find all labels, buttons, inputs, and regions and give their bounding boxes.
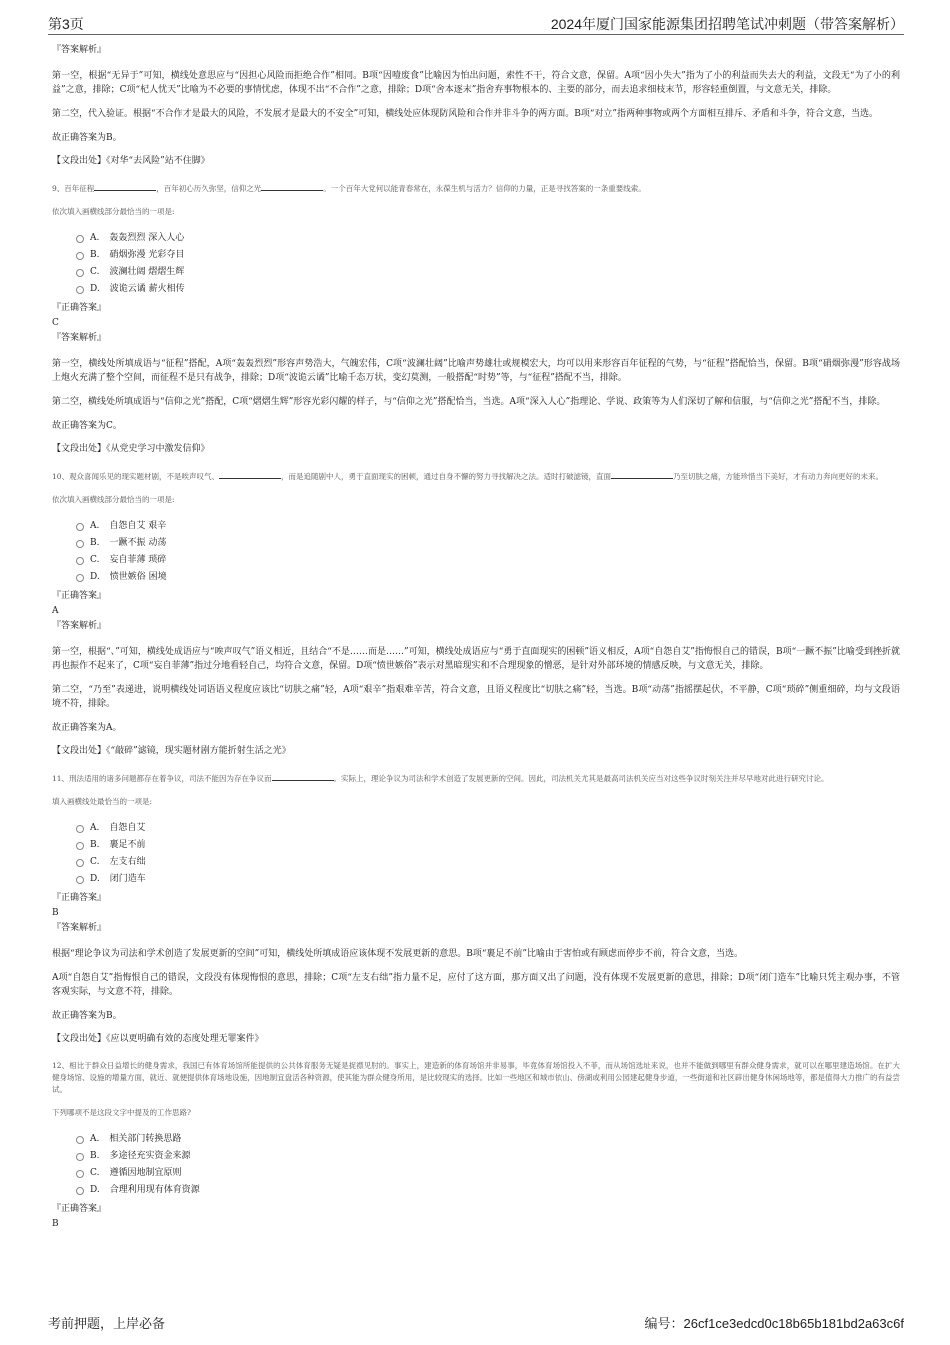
analysis-paragraph: 第二空，横线处所填成语与“信仰之光”搭配，C项“熠熠生辉”形容光彩闪耀的样子，与“信仰之光”搭配恰当，当选。A项“深入人心”指理论、学说、政策等为人们深切了解和信服，与“信仰之光”搭配不当，排除。 — [52, 397, 886, 407]
option-b[interactable]: B. 多途径充实资金来源 — [76, 1148, 900, 1165]
correct-answer-label: 『正确答案』 — [52, 893, 107, 903]
radio-icon[interactable] — [76, 1136, 84, 1144]
option-c[interactable]: C. 左支右绌 — [76, 854, 900, 871]
analysis-paragraph: 第一空，根据“无异于”可知，横线处意思应与“因担心风险而拒绝合作”相同。B项“因噎废食”比喻因为怕出问题，索性不干，符合文意，保留。A项“因小失大”指为了小的利益而失去大的利益，文段无“为了小的利益”之意，排除；C项“杞人忧天”比喻为不必要的事情忧虑，体现不出“不合作”之意，排除；D项“舍本逐末”指舍弃事物根本的、主要的部分，而去追求细枝末节，形容轻重倒置，与文意无关，排除。 — [52, 71, 900, 95]
correct-answer: B — [52, 1219, 59, 1229]
question-12-options — [76, 1131, 900, 1199]
analysis-conclusion: 故正确答案为A。 — [52, 723, 122, 733]
question-12-prompt: 下列哪项不是这段文字中提及的工作思路? — [52, 1108, 192, 1117]
option-a[interactable]: A. 自怨自艾 — [76, 820, 900, 837]
analysis-label: 『答案解析』 — [52, 621, 107, 631]
document-id: 编号：26cf1ce3edcd0c18b65b181bd2a63c6f — [644, 1316, 904, 1331]
radio-icon[interactable] — [76, 859, 84, 867]
answer-blank — [261, 182, 323, 191]
radio-icon[interactable] — [76, 842, 84, 850]
source-note: 【文段出处】《应以更明确有效的态度处理无罪案件》 — [52, 1034, 264, 1044]
question-11-stem: 11、刑法适用的诸多问题都存在着争议，司法不能因为存在争议而 。实际上，理论争议为司法和学术创造了发展更新的空间。因此，司法机关尤其是最高司法机关应当对这些争议时刻关注并尽早地对此进行研究讨论。 — [52, 774, 829, 783]
radio-icon[interactable] — [76, 825, 84, 833]
radio-icon[interactable] — [76, 540, 84, 548]
correct-answer-label: 『正确答案』 — [52, 1204, 107, 1214]
analysis-paragraph: 第二空，“乃至”表递进，说明横线处词语语义程度应该比“切肤之痛”轻，A项“艰辛”指艰难辛苦，符合文意，且语义程度比“切肤之痛”轻，当选。B项“动荡”指摇摆起伏，不平静，C项“琐碎”侧重细碎，均与文段语境不符，排除。 — [52, 685, 900, 709]
option-d[interactable]: D. 愤世嫉俗 困境 — [76, 569, 900, 586]
radio-icon[interactable] — [76, 523, 84, 531]
option-a[interactable]: A. 相关部门转换思路 — [76, 1131, 900, 1148]
analysis-paragraph: 第二空，代入验证。根据“不合作才是最大的风险，不发展才是最大的不安全”可知，横线处应体现防风险和合作并非斗争的两方面。B项“对立”指两种事物或两个方面相互排斥、矛盾和斗争，符合文意，当选。 — [52, 109, 879, 119]
question-9-options — [76, 230, 900, 298]
source-note: 【文段出处】《“敲碎”滤镜，现实题材剧方能折射生活之光》 — [52, 746, 291, 756]
question-10-stem: 10、观众喜闻乐见的现实题材剧，不是唉声叹气、 ，而是追随剧中人，勇于直面现实的困顿，通过自身不懈的努力寻找解决之法。适时打破滤镜，直面 乃至切肤之痛，方能珍惜当下美好，才有动力奔向更好的未来。 — [52, 472, 884, 481]
question-9-stem: 9、百年征程 ，百年初心历久弥坚，信仰之光 。一个百年大党何以能青春常在，永葆生机与活力？信仰的力量，正是寻找答案的一条重要线索。 — [52, 184, 646, 193]
analysis-paragraph: 第一空，横线处所填成语与“征程”搭配，A项“轰轰烈烈”形容声势浩大，气魄宏伟，C项“波澜壮阔”比喻声势雄壮或规模宏大，均可以用来形容百年征程的气势，与“征程”搭配恰当，保留。B项“硝烟弥漫”形容战场上炮火充满了整个空间，而征程不是只有战争，排除；D项“波诡云谲”比喻千态万状，变幻莫测，一般搭配“时势”等，与“征程”搭配不当，排除。 — [52, 359, 900, 383]
analysis-label: 『答案解析』 — [52, 923, 107, 933]
option-a[interactable]: A. 轰轰烈烈 深入人心 — [76, 230, 900, 247]
source-note: 【文段出处】《从党史学习中激发信仰》 — [52, 444, 210, 454]
analysis-conclusion: 故正确答案为C。 — [52, 421, 122, 431]
analysis-conclusion: 故正确答案为B。 — [52, 133, 122, 143]
radio-icon[interactable] — [76, 286, 84, 294]
analysis-label: 『答案解析』 — [52, 45, 107, 55]
page-number: 第3页 — [48, 16, 84, 32]
option-d[interactable]: D. 波诡云谲 薪火相传 — [76, 281, 900, 298]
document-title: 2024年厦门国家能源集团招聘笔试冲刺题（带答案解析） — [550, 16, 904, 32]
analysis-paragraph: A项“自怨自艾”指悔恨自己的错误，文段没有体现悔恨的意思，排除；C项“左支右绌”指力量不足，应付了这方面，那方面又出了问题，没有体现不发展更新的意思，排除；D项“闭门造车”比喻只凭主观办事，不管客观实际，与文意不符，排除。 — [52, 973, 900, 997]
analysis-paragraph: 第一空，根据“、”可知，横线处成语应与“唉声叹气”语义相近，且结合“不是……而是……”可知，横线处成语应与“勇于直面现实的困顿”语义相反，A项“自怨自艾”指悔恨自己的错误，B项“一蹶不振”比喻受到挫折就再也振作不起来了，C项“妄自菲薄”指过分地看轻自己，均符合文意，保留。D项“愤世嫉俗”表示对黑暗现实和不合理现象的憎恶，是针对外部环境的情感反映，与文意无关，排除。 — [52, 647, 900, 671]
radio-icon[interactable] — [76, 876, 84, 884]
page-content — [52, 44, 900, 1233]
radio-icon[interactable] — [76, 1170, 84, 1178]
radio-icon[interactable] — [76, 252, 84, 260]
correct-answer-label: 『正确答案』 — [52, 303, 107, 313]
question-10-options — [76, 518, 900, 586]
question-9-prompt: 依次填入画横线部分最恰当的一项是: — [52, 207, 175, 216]
analysis-conclusion: 故正确答案为B。 — [52, 1011, 122, 1021]
option-c[interactable]: C. 妄自菲薄 琐碎 — [76, 552, 900, 569]
option-b[interactable]: B. 裹足不前 — [76, 837, 900, 854]
answer-blank — [272, 772, 334, 781]
analysis-paragraph: 根据“理论争议为司法和学术创造了发展更新的空间”可知，横线处所填成语应该体现不发展更新的意思。B项“裹足不前”比喻由于害怕或有顾虑而停步不前，符合文意，当选。 — [52, 949, 744, 959]
radio-icon[interactable] — [76, 1153, 84, 1161]
correct-answer: A — [52, 606, 59, 616]
question-12-stem: 12、相比于群众日益增长的健身需求，我国已有体育场馆所能提供的公共体育服务无疑是捉襟见肘的。事实上，建造新的体育场馆并非易事，毕竟体育场馆投入不菲，而从场馆选址来说，也并不能做到哪里有群众健身需求，就可以在哪里建造场馆。在扩大健身场馆、设施的增量方面，就近、就便提供体育场地设施，因地制宜盘活各种资源，使其能为群众健身所用，是比较现实的选择。比如一些地区和城市依山、傍湖或利用公园建起健身步道，一些街道和社区辟出健身休闲场地等，都是值得大力推广的有益尝试。 — [52, 1061, 900, 1094]
option-d[interactable]: D. 合理利用现有体育资源 — [76, 1182, 900, 1199]
footer-slogan: 考前押题，上岸必备 — [48, 1316, 166, 1331]
radio-icon[interactable] — [76, 557, 84, 565]
option-d[interactable]: D. 闭门造车 — [76, 871, 900, 888]
answer-blank — [219, 470, 281, 479]
option-c[interactable]: C. 遵循因地制宜原则 — [76, 1165, 900, 1182]
option-b[interactable]: B. 一蹶不振 动荡 — [76, 535, 900, 552]
analysis-label: 『答案解析』 — [52, 333, 107, 343]
correct-answer: C — [52, 318, 59, 328]
question-11-prompt: 填入画横线处最恰当的一项是: — [52, 797, 153, 806]
source-note: 【文段出处】《对华“去风险”站不住脚》 — [52, 156, 210, 166]
option-b[interactable]: B. 硝烟弥漫 光彩夺目 — [76, 247, 900, 264]
page-header — [48, 14, 904, 35]
answer-blank — [94, 182, 156, 191]
radio-icon[interactable] — [76, 235, 84, 243]
option-a[interactable]: A. 自怨自艾 艰辛 — [76, 518, 900, 535]
radio-icon[interactable] — [76, 574, 84, 582]
answer-blank — [611, 470, 673, 479]
page-footer — [48, 1313, 904, 1333]
question-11-options — [76, 820, 900, 888]
correct-answer: B — [52, 908, 59, 918]
option-c[interactable]: C. 波澜壮阔 熠熠生辉 — [76, 264, 900, 281]
correct-answer-label: 『正确答案』 — [52, 591, 107, 601]
radio-icon[interactable] — [76, 269, 84, 277]
radio-icon[interactable] — [76, 1187, 84, 1195]
question-10-prompt: 依次填入画横线部分最恰当的一项是: — [52, 495, 175, 504]
